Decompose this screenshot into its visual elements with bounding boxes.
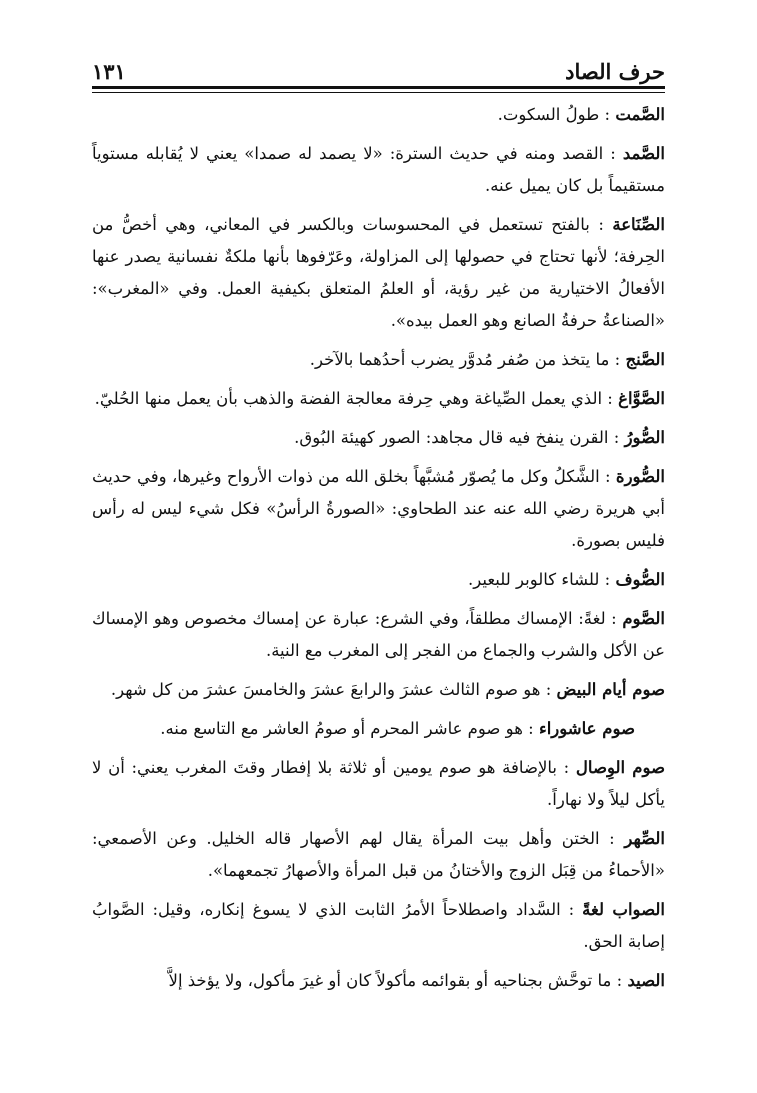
entry-separator: : bbox=[560, 900, 583, 919]
entry bbox=[92, 564, 665, 596]
entry-separator: : bbox=[540, 680, 557, 699]
entry-term: الصِّهر bbox=[624, 829, 665, 848]
entry-definition: بالفتح تستعمل في المحسوسات وبالكسر في المعاني، وهي أخصُّ من الحِرفة؛ لأنها تحتاج في حصولها إلى المزاولة، وعَرّفوها بأنها ملكةٌ نفسانية يصدر عنها الأفعالُ الاختيارية من غير رؤية، أو العلمُ المتعلق بكيفية العمل. وفي «المغرب»: «الصناعةُ حرفةُ الصانع وهو العمل بيده». bbox=[92, 215, 665, 330]
entry-definition: الذي يعمل الصِّياغة وهي حِرفة معالجة الفضة والذهب بأن يعمل منها الحُليّ. bbox=[94, 389, 603, 408]
entry bbox=[92, 383, 665, 415]
entry-separator: : bbox=[522, 719, 539, 738]
entry-term: الصَّنج bbox=[625, 350, 665, 369]
entry-term: صوم أيام البيض bbox=[556, 680, 665, 699]
entry-term: الصِّنَاعة bbox=[612, 215, 665, 234]
entry-separator: : bbox=[599, 829, 625, 848]
entry-separator: : bbox=[602, 389, 619, 408]
entry-term: الصواب لغةً bbox=[582, 900, 665, 919]
entry-term: الصَّمت bbox=[615, 105, 665, 124]
entry-term: الصَّوم bbox=[622, 609, 665, 628]
entry bbox=[92, 461, 665, 557]
entry bbox=[92, 894, 665, 958]
entry-term: الصَّوَّاغ bbox=[618, 389, 665, 408]
entry-term: الصُّورة bbox=[615, 467, 665, 486]
entry-definition: بالإضافة هو صوم يومين أو ثلاثة بلا إفطار وقتَ المغرب يعني: أن لا يأكل ليلاً ولا نهاراً. bbox=[92, 758, 665, 809]
entry bbox=[92, 138, 665, 202]
page-header bbox=[92, 48, 665, 84]
entry-separator: : bbox=[611, 971, 628, 990]
entry-separator: : bbox=[557, 758, 576, 777]
header-rule-thick bbox=[92, 86, 665, 89]
entry-definition: ما يتخذ من صُفر مُدوَّر يضرب أحدُهما بالآخر. bbox=[309, 350, 610, 369]
entry-separator: : bbox=[605, 609, 623, 628]
entry-definition: ما توحَّش بجناحيه أو بقوائمه مأكولاً كان أو غيرَ مأكول، ولا يؤخذ إلاَّ bbox=[168, 971, 612, 990]
entry bbox=[92, 603, 665, 667]
entry bbox=[92, 674, 665, 706]
page-number: ١٣١ bbox=[92, 59, 126, 84]
entry bbox=[92, 823, 665, 887]
entry-separator: : bbox=[599, 105, 616, 124]
entry-definition: القرن ينفخ فيه قال مجاهد: الصور كهيئة البُوق. bbox=[294, 428, 609, 447]
entry-definition: الشَّكلُ وكل ما يُصوّر مُشبَّهاً بخلق الله من ذوات الأرواح وغيرها، وفي حديث أبي هريرة رضي الله عنه عند الطحاوي: «الصورةُ الرأسُ» فكل شيء ليس له رأس فليس بصورة. bbox=[92, 467, 665, 550]
entry-term: الصُّورُ bbox=[624, 428, 665, 447]
entry bbox=[92, 965, 665, 997]
entry-definition: الختن وأهل بيت المرأة يقال لهم الأصهار قاله الخليل. وعن الأصمعي: «الأحماءُ من قِبَل الزوج والأختانُ من قبل المرأة والأصهارُ تجمعهما». bbox=[92, 829, 665, 880]
entry-list bbox=[92, 99, 665, 1004]
entry-definition: هو صوم عاشر المحرم أو صومُ العاشر مع التاسع منه. bbox=[160, 719, 523, 738]
entry-term: صوم الوِصال bbox=[575, 758, 666, 777]
entry-definition: طولُ السكوت. bbox=[497, 105, 600, 124]
entry-separator: : bbox=[599, 467, 616, 486]
entry-term: الصيد bbox=[627, 971, 665, 990]
entry bbox=[92, 713, 665, 745]
entry bbox=[92, 99, 665, 131]
entry-separator: : bbox=[608, 428, 625, 447]
entry-separator: : bbox=[599, 570, 616, 589]
entry-definition: هو صوم الثالث عشرَ والرابعَ عشرَ والخامسَ عشرَ من كل شهر. bbox=[110, 680, 541, 699]
section-title: حرف الصاد bbox=[565, 59, 665, 84]
entry bbox=[92, 209, 665, 337]
entry-definition: لغةً: الإمساك مطلقاً، وفي الشرع: عبارة عن إمساك مخصوص وهو الإمساك عن الأكل والشرب والجماع من الفجر إلى المغرب مع النية. bbox=[92, 609, 665, 660]
entry bbox=[92, 752, 665, 816]
entry-definition: للشاء كالوبر للبعير. bbox=[468, 570, 600, 589]
entry-definition: القصد ومنه في حديث السترة: «لا يصمد له صمدا» يعني لا يُقابله مستوياً مستقيماً بل كان يميل عنه. bbox=[92, 144, 665, 195]
entry-term: الصُّوف bbox=[615, 570, 665, 589]
entry bbox=[92, 344, 665, 376]
entry-separator: : bbox=[589, 215, 613, 234]
entry-separator: : bbox=[609, 350, 626, 369]
entry-term: صوم عاشوراء bbox=[538, 719, 635, 738]
entry-separator: : bbox=[603, 144, 623, 163]
header-rule-thin bbox=[92, 92, 665, 93]
entry-definition: السَّداد واصطلاحاً الأمرُ الثابت الذي لا يسوغ إنكاره، وقيل: الصَّوابُ إصابة الحق. bbox=[92, 900, 665, 951]
entry-term: الصَّمد bbox=[622, 144, 665, 163]
entry bbox=[92, 422, 665, 454]
